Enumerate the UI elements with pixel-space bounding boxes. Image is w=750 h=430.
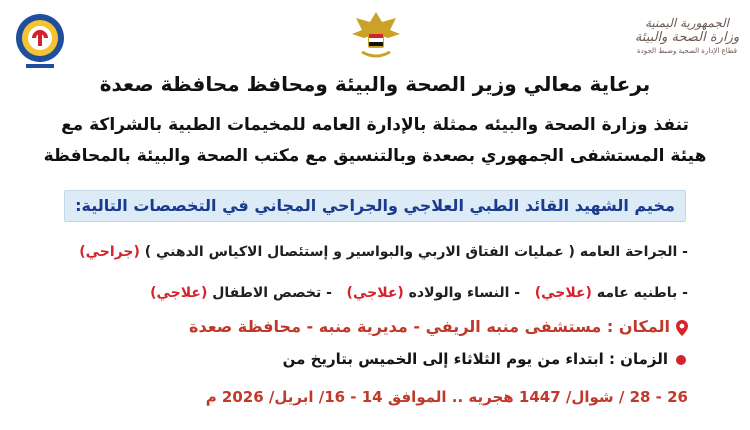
specialty-internal: - باطنيه عامه bbox=[596, 285, 688, 301]
patron-heading: برعاية معالي وزير الصحة والبيئة ومحافظ محافظة صعدة bbox=[99, 72, 651, 96]
specialty-surgery-tag: (جراحي) bbox=[79, 244, 140, 260]
ministry-name: وزارة الصحة والبيئة bbox=[634, 30, 740, 45]
specialty-obgyn: - النساء والولاده bbox=[408, 285, 521, 301]
specialty-line-1 bbox=[79, 244, 688, 260]
camp-title-banner: مخيم الشهيد القائد الطبي العلاجي والجراحي المجاني في التخصصات التالية: bbox=[64, 190, 686, 222]
specialty-obgyn-tag: (علاجي) bbox=[346, 285, 404, 301]
specialty-pediatrics: - تخصص الاطفال bbox=[212, 285, 332, 301]
location-line bbox=[189, 317, 688, 336]
specialty-line-2 bbox=[150, 285, 688, 301]
bullet-icon bbox=[676, 355, 686, 365]
location-pin-icon bbox=[676, 320, 688, 336]
specialty-surgery: - الجراحة العامه ( عمليات الفتاق الاربي والبواسير و إستئصال الاكياس الدهني ) bbox=[144, 244, 688, 260]
time-line bbox=[283, 350, 686, 368]
ministry-header bbox=[632, 16, 742, 66]
eagle-emblem-icon bbox=[348, 8, 404, 64]
intro-line-2: هيئة المستشفى الجمهوري بصعدة وبالتنسيق مع مكتب الصحة والبيئة بالمحافظة bbox=[43, 146, 707, 166]
hospital-logo-icon bbox=[12, 12, 68, 74]
specialty-pediatrics-tag: (علاجي) bbox=[150, 285, 208, 301]
ministry-sector: قطاع الإدارة الصحية وضبط الجودة bbox=[637, 47, 737, 55]
location-text: المكان : مستشفى منبه الريفي - مديرية منبه - محافظة صعدة bbox=[189, 317, 670, 336]
specialty-internal-tag: (علاجي) bbox=[534, 285, 592, 301]
dates-line: 26 - 28 / شوال/ 1447 هجريه .. الموافق 14 - 16/ ابريل/ 2026 م bbox=[205, 388, 688, 406]
ministry-country: الجمهورية اليمنية bbox=[644, 16, 729, 30]
time-text: الزمان : ابتداء من يوم الثلاثاء إلى الخميس بتاريخ من bbox=[282, 350, 668, 368]
intro-line-1: تنفذ وزارة الصحة والبيئه ممثلة بالإدارة العامه للمخيمات الطبية بالشراكة مع bbox=[61, 115, 689, 135]
